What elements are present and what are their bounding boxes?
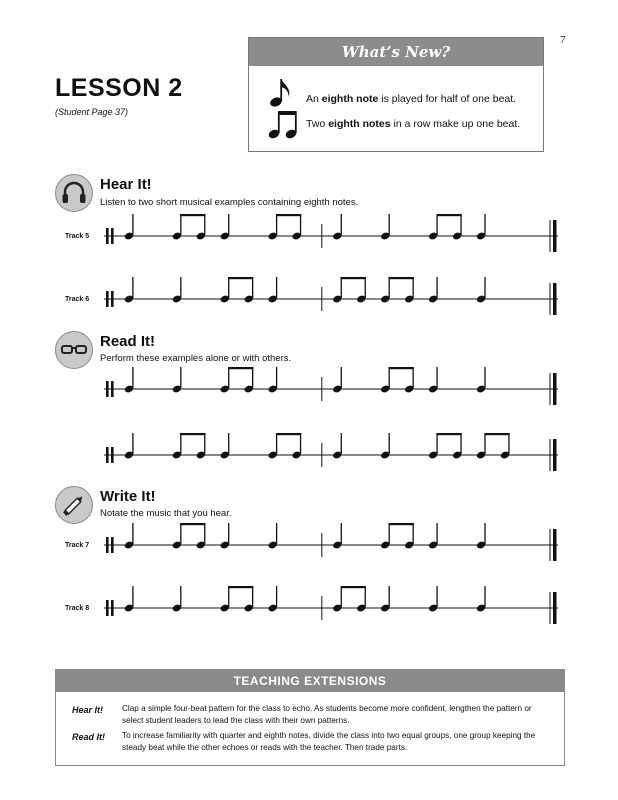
- beam: [389, 367, 414, 369]
- percussion-clef: [106, 228, 109, 244]
- rhythm-staff-track-8: [100, 586, 560, 630]
- beam: [180, 433, 205, 435]
- page-number: 7: [560, 34, 566, 46]
- read-it-description: Perform these examples alone or with others.: [100, 353, 292, 364]
- track-7-label: Track 7: [65, 542, 90, 549]
- beam: [276, 433, 301, 435]
- final-barline: [553, 373, 557, 405]
- beam: [228, 277, 253, 279]
- percussion-clef: [106, 600, 109, 616]
- extension-text-read: To increase familiarity with quarter and eighth notes, divide the class into two equal groups, one group keeping the steady beat while the other echoes or reads with the teacher. Then trade parts.: [122, 731, 536, 752]
- lesson-title: LESSON 2: [55, 74, 183, 102]
- rhythm-staff-track-7: [100, 523, 560, 567]
- beam: [228, 586, 253, 588]
- read-it-title: Read It!: [100, 333, 156, 350]
- extension-label-read: Read It!: [72, 732, 106, 742]
- teaching-extensions-box: [55, 669, 565, 766]
- whats-new-title: What’s New?: [249, 38, 543, 66]
- teaching-extensions-title: TEACHING EXTENSIONS: [56, 670, 564, 692]
- percussion-clef: [106, 447, 109, 463]
- final-barline: [553, 220, 557, 252]
- percussion-clef: [111, 537, 114, 553]
- final-barline: [553, 283, 557, 315]
- percussion-clef: [111, 447, 114, 463]
- rhythm-staff-track-6: [100, 277, 560, 321]
- beam: [180, 214, 205, 216]
- beamed-eighth-notes-icon: [267, 108, 301, 140]
- percussion-clef: [111, 228, 114, 244]
- beam: [436, 214, 461, 216]
- final-barline: [553, 529, 557, 561]
- track-5-label: Track 5: [65, 233, 90, 240]
- eighth-note-icon: [267, 76, 297, 108]
- whats-new-box: [248, 37, 544, 152]
- rhythm-staff-read-1: [100, 367, 560, 411]
- rhythm-staff-read-2: [100, 433, 560, 477]
- percussion-clef: [111, 381, 114, 397]
- beam: [389, 523, 414, 525]
- percussion-clef: [111, 600, 114, 616]
- write-it-description: Notate the music that you hear.: [100, 508, 232, 519]
- beam: [341, 586, 366, 588]
- whats-new-line-1: An eighth note is played for half of one beat.: [306, 93, 517, 105]
- final-barline: [553, 592, 557, 624]
- beam: [341, 277, 366, 279]
- hear-it-description: Listen to two short musical examples containing eighth notes.: [100, 197, 359, 208]
- hear-it-title: Hear It!: [100, 176, 152, 193]
- percussion-clef: [106, 291, 109, 307]
- track-6-label: Track 6: [65, 296, 90, 303]
- student-page-reference: (Student Page 37): [55, 107, 129, 117]
- track-8-label: Track 8: [65, 605, 90, 612]
- glasses-icon: [55, 331, 93, 369]
- rhythm-staff-track-5: [100, 214, 560, 258]
- whats-new-line-2: Two eighth notes in a row make up one beat.: [306, 118, 521, 130]
- final-barline: [553, 439, 557, 471]
- extension-label-hear: Hear It!: [72, 705, 104, 715]
- beam: [484, 433, 509, 435]
- headphones-icon: [55, 174, 93, 212]
- extension-text-hear: Clap a simple four-beat pattern for the class to echo. As students become more confident, lengthen the pattern or select student leaders to lead the class with their own patterns.: [122, 704, 532, 725]
- write-it-title: Write It!: [100, 488, 156, 505]
- beam: [389, 277, 414, 279]
- percussion-clef: [111, 291, 114, 307]
- pencil-icon: [55, 486, 93, 524]
- beam: [436, 433, 461, 435]
- beam: [276, 214, 301, 216]
- percussion-clef: [106, 537, 109, 553]
- beam: [228, 367, 253, 369]
- beam: [180, 523, 205, 525]
- percussion-clef: [106, 381, 109, 397]
